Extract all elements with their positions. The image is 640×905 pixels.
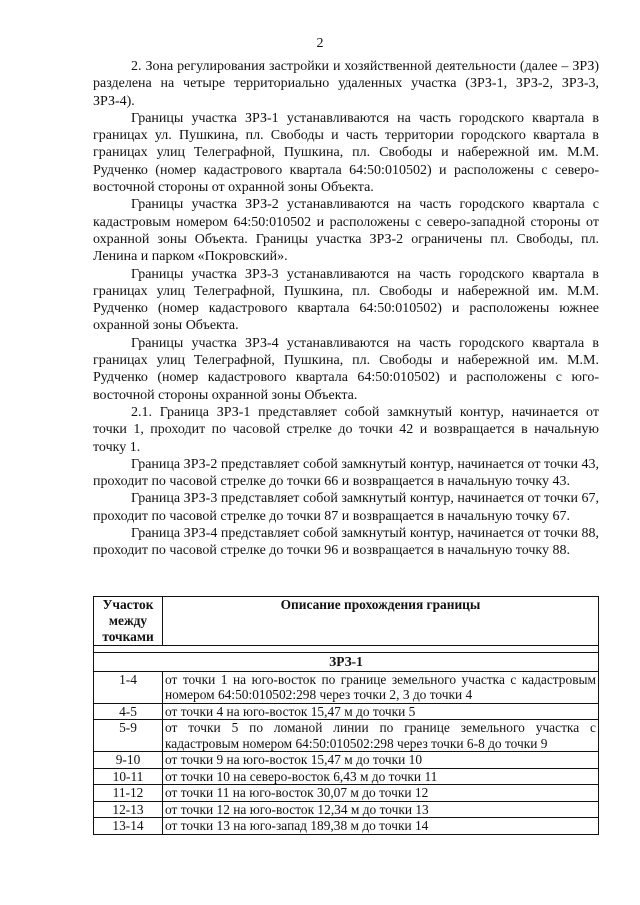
page-number: 2 — [316, 36, 324, 51]
row-points: 9-10 — [94, 752, 163, 769]
table-spacer-row — [94, 646, 599, 653]
row-description: от точки 4 на юго-восток 15,47 м до точки 5 — [163, 703, 599, 720]
row-points: 1-4 — [94, 671, 163, 703]
table-row — [94, 671, 599, 703]
row-description: от точки 10 на северо-восток 6,43 м до точки 11 — [163, 768, 599, 785]
row-description: от точки 11 на юго-восток 30,07 м до точки 12 — [163, 785, 599, 802]
paragraph-zrz1-bounds: Границы участка ЗРЗ-1 устанавливаются на часть городского квартала в границах ул. Пушкина, пл. Свободы и часть территории городского квартала в границах улиц Телеграфной, Пушкина, пл. Свободы и набережной им. М.М. Рудченко (номер кадастрового квартала 64:50:010502) и расположены с северо-восточной стороны от охранной зоны Объекта. — [93, 110, 599, 196]
paragraph-zrz2-contour: Граница ЗРЗ-2 представляет собой замкнутый контур, начинается от точки 43, проходит по часовой стрелке до точки 66 и возвращается в начальную точку 43. — [93, 456, 599, 490]
row-points: 4-5 — [94, 703, 163, 720]
table-row — [94, 703, 599, 720]
paragraph-zrz2-bounds: Границы участка ЗРЗ-2 устанавливаются на часть городского квартала с кадастровым номером 64:50:010502 и расположены с северо-западной стороны от охранной зоны Объекта. Границы участка ЗРЗ-2 ограничены пл. Свободы, пл. Ленина и парком «Покровский». — [93, 197, 599, 265]
zone-label: ЗРЗ-1 — [94, 653, 599, 672]
paragraph-zrz4-contour: Граница ЗРЗ-4 представляет собой замкнутый контур, начинается от точки 88, проходит по часовой стрелке до точки 96 и возвращается в начальную точку 88. — [93, 526, 599, 559]
row-description: от точки 5 по ломаной линии по границе земельного участка с кадастровым номером 64:50:010502:298 через точки 6-8 до точки 9 — [163, 720, 599, 752]
row-description: от точки 12 на юго-восток 12,34 м до точки 13 — [163, 801, 599, 818]
paragraph-zone-intro: 2. Зона регулирования застройки и хозяйственной деятельности (далее – ЗРЗ) разделена на четыре территориально удаленных участка (ЗРЗ-1, ЗРЗ-2, ЗРЗ-3, ЗРЗ-4). — [93, 59, 599, 109]
row-points: 10-11 — [94, 768, 163, 785]
header-points: Участок между точками — [94, 597, 163, 646]
paragraph-zrz1-contour: 2.1. Граница ЗРЗ-1 представляет собой замкнутый контур, начинается от точки 1, проходит по часовой стрелке до точки 42 и возвращается в начальную точку 1. — [93, 404, 599, 455]
table-row — [94, 720, 599, 752]
document-body — [93, 58, 599, 560]
row-points: 13-14 — [94, 818, 163, 835]
table-row — [94, 785, 599, 802]
row-description: от точки 9 на юго-восток 15,47 м до точки 10 — [163, 752, 599, 769]
row-description: от точки 13 на юго-запад 189,38 м до точки 14 — [163, 818, 599, 835]
row-description: от точки 1 на юго-восток по границе земельного участка с кадастровым номером 64:50:010502:298 через точки 2, 3 до точки 4 — [163, 671, 599, 703]
table-zone-row — [94, 653, 599, 672]
table-header-row — [94, 597, 599, 646]
row-points: 11-12 — [94, 785, 163, 802]
paragraph-zrz3-contour: Граница ЗРЗ-3 представляет собой замкнутый контур, начинается от точки 67, проходит по часовой стрелке до точки 87 и возвращается в начальную точку 67. — [93, 491, 599, 524]
paragraph-zrz4-bounds: Границы участка ЗРЗ-4 устанавливаются на часть городского квартала в границах улиц Телеграфной, Пушкина, пл. Свободы и набережной им. М.М. Рудченко (номер кадастрового квартала 64:50:010502) и расположены с юго-восточной стороны охранной зоны Объекта. — [93, 335, 599, 403]
table-row — [94, 768, 599, 785]
table-row — [94, 801, 599, 818]
row-points: 5-9 — [94, 720, 163, 752]
table-row — [94, 752, 599, 769]
table-row — [94, 818, 599, 835]
header-description: Описание прохождения границы — [163, 597, 599, 646]
paragraph-zrz3-bounds: Границы участка ЗРЗ-3 устанавливаются на часть городского квартала в границах улиц Телеграфной, Пушкина, пл. Свободы и набережной им. М.М. Рудченко (номер кадастрового квартала 64:50:010502) и расположены южнее охранной зоны Объекта. — [93, 266, 599, 334]
boundary-table — [93, 596, 599, 835]
row-points: 12-13 — [94, 801, 163, 818]
